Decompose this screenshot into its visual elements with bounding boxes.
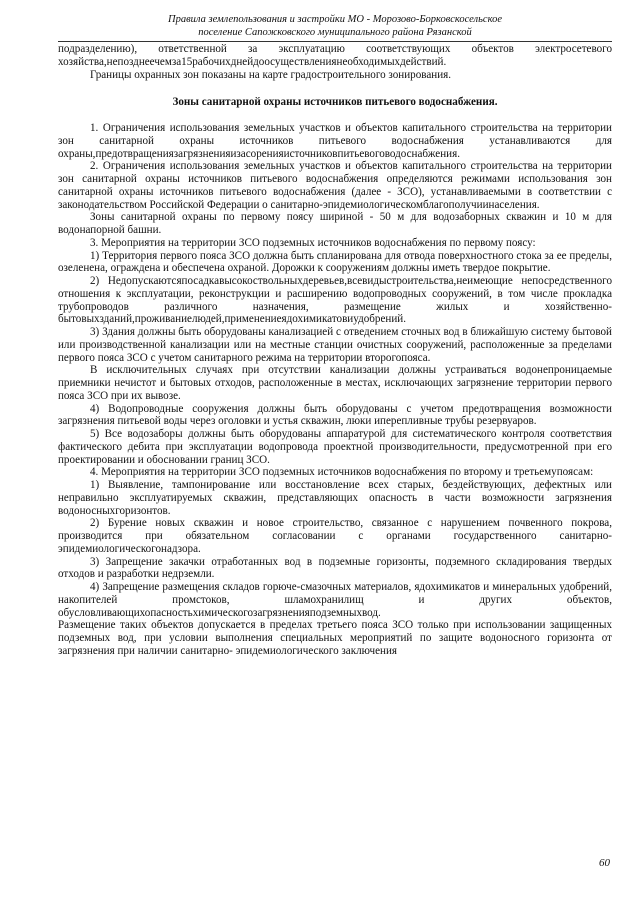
- paragraph: 1) Выявление, тампонирование или восстановление всех старых, бездействующих, дефектных или неправильно эксплуатируемых скважин, представляющих опасность в части возможности загрязнения водоносныхгоризонтов.: [58, 479, 612, 517]
- paragraph: 1. Ограничения использования земельных участков и объектов капитального строительства на территории зон санитарной охраны источников питьевого водоснабжения устанавливаются для охраны,предотвращениязагрязненияизасоренияисточниковпитьевоговодоснабжения.: [58, 122, 612, 160]
- header-line-2: поселение Сапожковского муниципального района Рязанской: [198, 26, 472, 38]
- paragraph: 5) Все водозаборы должны быть оборудованы аппаратурой для систематического контроля соответствия фактического дебита при эксплуатации водопровода проектной производительности, предусмотренной при его проектировании и обосновании границ ЗСО.: [58, 428, 612, 466]
- paragraph: 4) Водопроводные сооружения должны быть оборудованы с учетом предотвращения возможности загрязнения питьевой воды через оголовки и устья скважин, люки иперепливные трубы резервуаров.: [58, 402, 612, 428]
- paragraph: В исключительных случаях при отсутствии канализации должны устраиваться водонепроницаемые приемники нечистот и бытовых отходов, расположенные в местах, исключающих загрязнение территории первого пояса ЗСО при их вывозе.: [58, 364, 612, 402]
- paragraph: Размещение таких объектов допускается в пределах третьего пояса ЗСО только при использовании защищенных подземных вод, при условии выполнения специальных мероприятий по защите водоносного горизонта от загрязнения при наличии санитарно- эпидемиологического заключения: [58, 619, 612, 657]
- paragraph: 1) Территория первого пояса ЗСО должна быть спланирована для отвода поверхностного стока за ее пределы, озеленена, ограждена и обеспечена охраной. Дорожки к сооружениям должны иметь твердое покрытие.: [58, 249, 612, 275]
- paragraph: 3) Здания должны быть оборудованы канализацией с отведением сточных вод в ближайшую систему бытовой или производственной канализации или на местные станции очистных сооружений, расположенные за пределами первого пояса ЗСО с учетом санитарного режима на территории второгопояса.: [58, 326, 612, 364]
- paragraph: Границы охранных зон показаны на карте градостроительного зонирования.: [90, 68, 452, 81]
- paragraph: 2) Недопускаютсяпосадкавысокоствольныхдеревьев,всевидыстроительства,неимеющие непосредственного отношения к эксплуатации, реконструкции и расширению водопроводных сооружений, в том числе прокладка трубопроводов различного назначения, размещение жилых и хозяйственно-бытовыхзданий,проживаниелюдей,применениеядохимикатовиудобрений.: [58, 275, 612, 326]
- page-number: 60: [599, 857, 610, 869]
- paragraph: 4. Мероприятия на территории ЗСО подземных источников водоснабжения по второму и третьемупоясам:: [90, 466, 594, 479]
- section-heading: Зоны санитарной охраны источников питьевого водоснабжения.: [172, 96, 498, 109]
- document-body: [58, 43, 612, 658]
- header-divider: [58, 41, 612, 42]
- paragraph: Зоны санитарной охраны по первому поясу шириной - 50 м для водозаборных скважин и 10 м для водонапорной башни.: [58, 211, 612, 236]
- paragraph: 2. Ограничения использования земельных участков и объектов капитального строительства на территории зон санитарной охраны источников питьевого водоснабжения определяются режимами использования зон санитарной охраны источников питьевого водоснабжения (далее - ЗСО), устанавливаемыми в соответствии с законодательством Российской Федерации о санитарно-эпидемиологическомблагополучиинаселения.: [58, 160, 612, 211]
- paragraph: 3) Запрещение закачки отработанных вод в подземные горизонты, подземного складирования твердых отходов и разработки недрземли.: [58, 555, 612, 581]
- paragraph: 3. Мероприятия на территории ЗСО подземных источников водоснабжения по первому поясу:: [90, 236, 536, 249]
- header-line-1: Правила землепользования и застройки МО - Морозово-Борковскосельское: [168, 14, 502, 25]
- running-header: [60, 14, 610, 39]
- paragraph: 2) Бурение новых скважин и новое строительство, связанное с нарушением почвенного покрова, производится при обязательном согласовании с органами государственного санитарно-эпидемиологическогонадзора.: [58, 517, 612, 555]
- paragraph: подразделению), ответственной за эксплуатацию соответствующих объектов электросетевого хозяйства,непозднеечемза15рабочихднейдоосуществлениянеобходимыхдействий.: [58, 43, 612, 68]
- paragraph: 4) Запрещение размещения складов горюче-смазочных материалов, ядохимикатов и минеральных удобрений, накопителей промстоков, шламохранилищ и других объектов, обусловливающихопасностьхимическогозагрязненияподземныхвод.: [58, 581, 612, 619]
